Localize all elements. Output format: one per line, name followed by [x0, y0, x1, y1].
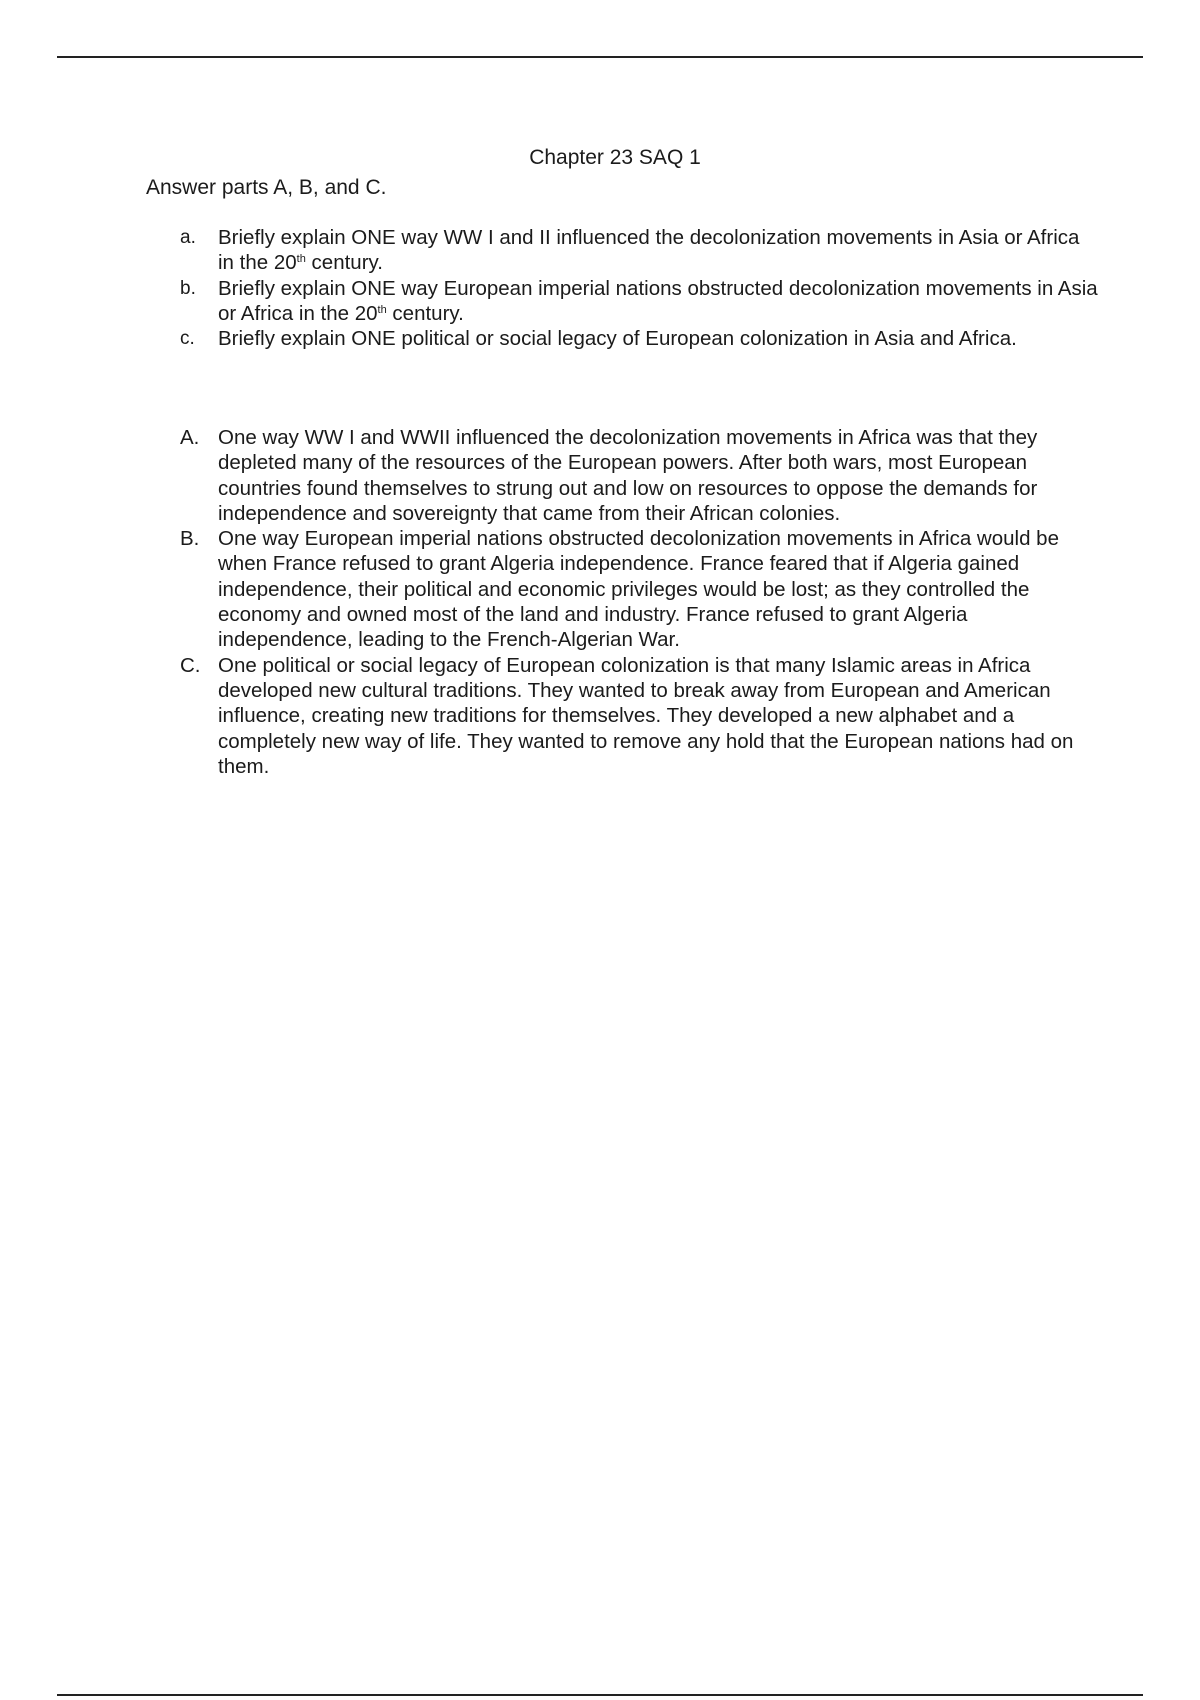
prompt-superscript: th	[377, 303, 387, 316]
answer-marker: A.	[180, 426, 200, 449]
prompt-text: Briefly explain ONE way European imperial nations obstructed decolonization movements in Asia or Africa in the 20	[218, 276, 1098, 325]
prompt-text-end: century.	[386, 301, 464, 325]
answer-list	[0, 425, 1098, 779]
answer-marker: C.	[180, 653, 201, 677]
prompt-marker: c.	[180, 328, 195, 350]
instructions: Answer parts A, B, and C.	[146, 176, 387, 199]
page-title: Chapter 23 SAQ 1	[529, 146, 701, 169]
prompt-list	[0, 225, 1098, 351]
prompt-text-end: century.	[305, 251, 383, 275]
answer-text: One way WW I and WWII influenced the decolonization movements in Africa was that they depleted many of the resources of the European powers. After both wars, most European countries found themselves to strung out and low on resources to oppose the demands for independence and sovereignty that came from their African colonies.	[218, 426, 1038, 525]
prompt-item-b	[0, 276, 1098, 327]
prompt-item-a	[0, 225, 1098, 276]
prompt-item-c	[0, 326, 1098, 351]
answer-text: One way European imperial nations obstructed decolonization movements in Africa would be when France refused to grant Algeria independence. France feared that if Algeria gained independence, their political and economic privileges would be lost; as they controlled the economy and owned most of the land and industry. France refused to grant Algeria independence, leading to the French-Algerian War.	[218, 527, 1059, 652]
prompt-text: Briefly explain ONE political or social legacy of European colonization in Asia and Africa.	[218, 327, 1017, 351]
prompt-marker: a.	[180, 227, 196, 248]
answer-item-a	[0, 425, 1098, 526]
prompt-superscript: th	[296, 253, 306, 266]
answer-item-c	[0, 653, 1098, 779]
bottom-rule	[57, 1694, 1143, 1696]
answer-item-b	[0, 526, 1098, 652]
prompt-text: Briefly explain ONE way WW I and II influenced the decolonization movements in Asia or Africa in the 20	[218, 226, 1080, 275]
prompt-marker: b.	[180, 277, 196, 299]
answer-marker: B.	[180, 527, 200, 551]
answer-text: One political or social legacy of European colonization is that many Islamic areas in Africa developed new cultural traditions. They wanted to break away from European and American influence, creating new traditions for themselves. They developed a new alphabet and a completely new way of life. They wanted to remove any hold that the European nations had on them.	[218, 653, 1074, 778]
top-rule	[57, 56, 1143, 58]
